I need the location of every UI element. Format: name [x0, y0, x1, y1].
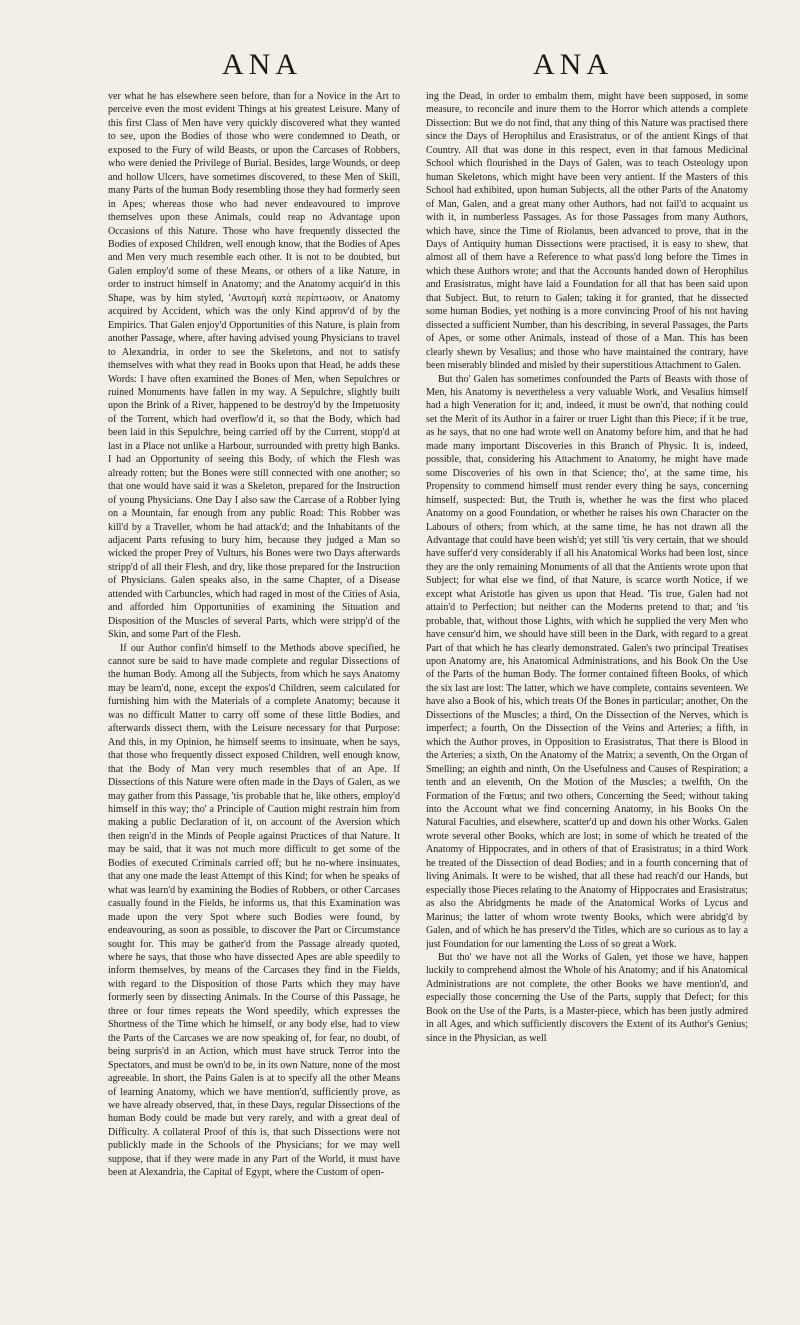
paragraph: ver what he has elsewhere seen before, than for a Novice in the Art to perceive even the most evident Things at his greatest Leisure. Many of this first Class of Men have very quickly discovered what they wanted to see, upon the Bodies of those who were condemned to Death, or exposed to the Fury of wild Beasts, or upon the Carcases of Robbers, who were denied the Privilege of Burial. Besides, large Wounds, or deep and hollow Ulcers, have sometimes discovered, to these Men of Skill, many Parts of the human Body resembling those they had formerly seen in Apes; whereas those who had never endeavoured to improve themselves upon these Animals, could reap no Advantage upon Occasions of this Nature. Those who have frequently dissected the Bodies of exposed Children, well enough know, that the Bodies of Apes and Men very much resemble each other. It is not to be doubted, but Galen employ'd some of these Means, or others of a like Nature, in order to instruct himself in Anatomy; and the Anatomy acquir'd in this Shape, was by him styled, 'Ανατομὴ κατὰ περίπτωσιν, or Anatomy acquired by Accident, which was the only Kind approv'd of by the Empirics. That Galen enjoy'd Opportunities of this Nature, is plain from another Passage, where, after having advised young Physicians to travel to Alexandria, in order to see the Skeletons, and not to satisfy themselves with what they read in Books upon that Head, he adds these Words: I have often examined the Bones of Men, when Sepulchres or ruined Monuments have fallen in my way. A Sepulchre, slightly built upon the Brink of a River, happened to be destroy'd by the Impetuosity of the Torrent, which had overflow'd it, so that the Body, which had been laid in this Sepulchre, being carried off by the Current, stopp'd at last in a Place not unlike a Harbour, surrounded with pretty high Banks. I had an Opportunity of seeing this Body, of which the Flesh was already rotten; but the Bones were still connected with one another; so that one would have said it was a Skeleton, prepared for the Instruction of young Physicians. One Day I also saw the Carcase of a Robber lying on a Mountain, far enough from any public Road: This Robber was kill'd by a Traveller, whom he had attack'd; and the Inhabitants of the adjacent Parts refusing to bury him, because they judged a Man so wicked the proper Prey of Vulturs, his Bones were two Days afterwards stripp'd of all their Flesh, and dry, like those prepared for the Instruction of Physicians. Galen speaks also, in the same Chapter, of a Disease attended with Carbuncles, which had raged in most of the Cities of Asia, and afforded him Opportunities of examining the Situation and Disposition of the Muscles of several Parts, which were stripp'd of the Skin, and some Part of the Flesh. — [108, 91, 400, 641]
paragraph: But tho' we have not all the Works of Galen, yet those we have, happen luckily to comprehend almost the Whole of his Anatomy; and if his Anatomical Administrations are not complete, the other Books we have mention'd, and especially those concerning the Use of the Parts, supply that Defect; for this Book on the Use of the Parts, is a Master-piece, which has been justly admired in all Ages, and which sufficiently discovers the Extent of its Author's Genius; since in the Physician, as well — [426, 952, 748, 1044]
paragraph: ing the Dead, in order to embalm them, might have been supposed, in some measure, to reconcile and inure them to the Horror which attends a complete Dissection: But we do not find, that any thing of this Nature was practised there since the Days of Herophilus and Erasistratus, or of the antient Kings of that Country. All that was done in this respect, even in that famous Medicinal School which flourished in the Days of Galen, was to teach Osteology upon human Skeletons, which might have been very antient. If the Masters of this School had exhibited, upon human Subjects, all the other Parts of the Anatomy of Man, Galen, and a great many other Authors, had not fail'd to acquaint us with it, in numberless Passages. As for those Passages from many Authors, which have, since the Time of Riolanus, been advanced to prove, that in the Days of Antiquity human Dissections were practised, it is easy to shew, that almost all of them have a Reference to what pass'd long before the Times in which these Authors wrote; and that the Accounts handed down of Herophilus and Erasistratus, might have laid a Foundation for all that has been said upon that Subject. But, to return to Galen; taking it for granted, that he dissected some human Bodies, yet nothing is a more convincing Proof of his not having dissected a sufficient Number, than his describing, in several Passages, the Parts of Apes, or some other Animals, instead of those of a Man. This has been clearly shewn by Vesalius; and those who have maintained the contrary, have been miserably blinded and misled by their superstitious Attachment to Galen. — [426, 91, 748, 372]
left-column — [108, 90, 400, 1310]
paragraph: If our Author confin'd himself to the Methods above specified, he cannot sure be said to have made complete and regular Dissections of the human Body. Among all the Subjects, from which he says Anatomy may be learn'd, none, except the expos'd Children, seem calculated for furnishing him with the Materials of a complete Anatomy; because it was no difficult Matter to carry off some of these little Bodies, and afterwards dissect them, with the Leisure necessary for that Purpose: And this, in my Opinion, he himself seems to insinuate, when he says, that those who frequently dissect exposed Children, well enough know, that the Body of Man very much resembles that of an Ape. If Dissections of this Nature were often made in the Days of Galen, as we may gather from this Passage, 'tis probable that he, like others, employ'd himself in this way; tho' a Principle of Caution might restrain him from making a public Declaration of it, on account of the Aversion which then reign'd in the Minds of People against Practices of that Nature. It may be said, that it was not much more difficult to get some of the Bodies of executed Criminals carried off; but he no-where insinuates, that any one made the least Attempt of this Kind; for when he speaks of what was learn'd by examining the Bodies of Robbers, or other Carcases casually found in the Fields, he informs us, that this Examination was made upon the very Spot where such Bodies were found, by endeavouring, as soon as possible, to discover the Part or Circumstance sought for. This may be gather'd from the Passage already quoted, where he says, that those who have dissected Apes are able speedily to inform themselves, by means of the Carcases they find in the Fields, with regard to the Disposition of those Parts which they may have formerly seen by dissecting Animals. In the Course of this Passage, he three or four times repeats the Word speedily, which expresses the Shortness of the Time which he himself, or any body else, had to view the Parts of the Carcases we are now speaking of, for fear, no doubt, of being surpris'd in an Action, which must have struck Terror into the Spectators, and must be own'd to be, in its own Nature, none of the most agreeable. In short, the Pains Galen is at to specify all the other Means of learning Anatomy, which we have mention'd, sufficiently prove, as we have already observed, that, in these Days, regular Dissections of the human Body could be made but very rarely, and with a great deal of Difficulty. A collateral Proof of this is, that such Dissections were not publickly made in the Schools of the Physicians; for we may well suppose, that if they were made in any Part of the World, it must have been at Alexandria, the Capital of Egypt, where the Custom of open- — [108, 642, 400, 1179]
running-head-right: ANA — [533, 48, 613, 81]
running-head-left: ANA — [222, 48, 302, 81]
right-column — [426, 90, 748, 1310]
paragraph: But tho' Galen has sometimes confounded the Parts of Beasts with those of Men, his Anatomy is nevertheless a very valuable Work, and Vesalius himself had a high Veneration for it; and, indeed, it must be own'd, that nothing could set the Merit of its Author in a fairer or truer Light than this Piece; if it be true, as he says, that no one had wrote well on Anatomy before him, and that he had made many important Discoveries in this Branch of Physic. It is, indeed, possible, that, considering his Attachment to Anatomy, he might have made some Discoveries of his own in that Science; tho', at the same time, his Propensity to commend himself must render every thing he says, concerning himself, suspected: But, the Truth is, whether he was the first who placed Anatomy on a good Foundation, or whether he raises his own Character on the Labours of others; from which, at the same time, he has not drawn all the Advantage that could have been wish'd; yet still 'tis very certain, that we should have suffer'd very considerably if all his Anatomical Works had been lost, since they are the only remaining Monuments of all that the Antients wrote upon that Subject; for what else we find, of that Nature, is scarce worth Notice, if we except what Aristotle has given us upon that Head. 'Tis true, Galen had not attain'd to Perfection; but neither can the Moderns pretend to that; and 'tis probable, that, without those Lights, with which he supplied the very Men who have censur'd him, we should have still been in the Dark, with regard to a great Part of that which he has clearly demonstrated. Galen's two principal Treatises upon Anatomy are, his Anatomical Administrations, and his Book On the Use of the Parts of the human Body. The former contained fifteen Books, of which the six last are lost: The latter, which we have complete, contains seventeen. We have also a Book of his, which treats Of the Bones in particular; another, On the Dissections of the Muscles; a third, On the Dissection of the Nerves, which is imperfect; a fourth, On the Dissection of the Veins and Arteries; a fifth, in which the Author proves, in Opposition to Erasistratus, That there is Blood in the Arteries; a sixth, On the Anatomy of the Matrix; a seventh, On the Organ of Smelling; an eighth and ninth, On the Usefulness and Causes of Respiration; a tenth and an eleventh, On the Motion of the Muscles; a twelfth, On the Formation of the Fœtus; and two others, Concerning the Seed; without taking into the Account what we find concerning Anatomy, in his Books On the Natural Faculties, and elsewhere, scatter'd up and down his other Works. Galen wrote several other Books, which are lost; in some of which he treated of the Anatomy of Hippocrates, and in others of that of Erasistratus; in a third Work he treated of the Dissection of dead Bodies; and in a fourth concerning that of living Animals. It were to be wished, that all these had reach'd our Hands, but especially those Pieces relating to the Anatomy of Hippocrates and Erasistratus; as also the Abridgments he made of the Anatomical Works of Lycus and Marinus; the latter of whom wrote twenty Books, which were abridg'd by Galen, and of which he has preserv'd the Titles, which are so curious as to lay a just Foundation for our lamenting the Loss of so great a Work. — [426, 373, 748, 950]
